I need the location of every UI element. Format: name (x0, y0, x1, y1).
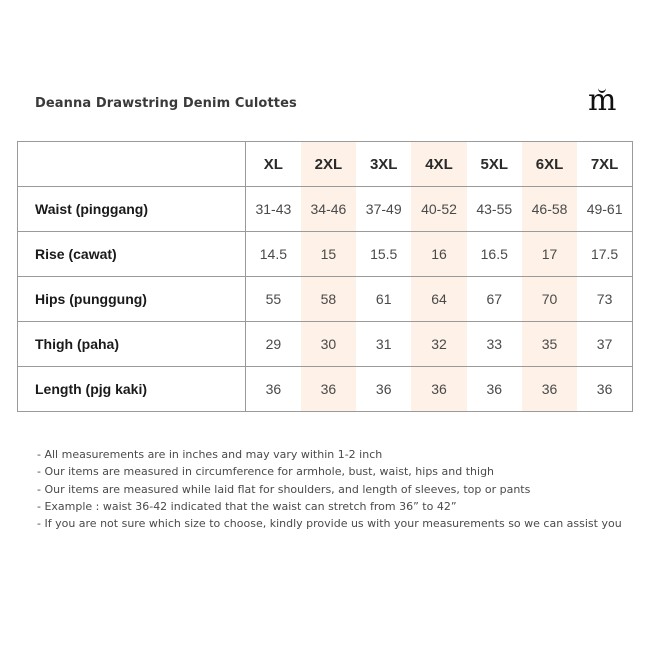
table-cell: 36 (522, 367, 577, 412)
table-cell: 15.5 (356, 232, 411, 277)
row-label: Rise (cawat) (18, 232, 246, 277)
measurement-notes (37, 446, 622, 532)
row-label: Hips (punggung) (18, 277, 246, 322)
brand-logo (588, 83, 617, 118)
table-cell: 35 (522, 322, 577, 367)
table-row (18, 322, 633, 367)
table-row (18, 367, 633, 412)
table-cell: 49-61 (577, 187, 632, 232)
row-label: Waist (pinggang) (18, 187, 246, 232)
size-header: 3XL (356, 142, 411, 187)
logo-letter: m (588, 83, 617, 118)
table-cell: 17 (522, 232, 577, 277)
table-cell: 67 (467, 277, 522, 322)
table-cell: 31 (356, 322, 411, 367)
table-cell: 36 (356, 367, 411, 412)
table-cell: 16 (411, 232, 466, 277)
table-cell: 43-55 (467, 187, 522, 232)
size-header: XL (246, 142, 301, 187)
row-label: Length (pjg kaki) (18, 367, 246, 412)
size-header: 7XL (577, 142, 632, 187)
table-cell: 36 (246, 367, 301, 412)
note-line: - If you are not sure which size to choose, kindly provide us with your measurements so we can assist you (37, 517, 622, 531)
table-cell: 30 (301, 322, 356, 367)
table-cell: 36 (411, 367, 466, 412)
table-cell: 73 (577, 277, 632, 322)
table-cell: 17.5 (577, 232, 632, 277)
page-title: Deanna Drawstring Denim Culottes (35, 96, 297, 111)
table-cell: 36 (467, 367, 522, 412)
table-cell: 34-46 (301, 187, 356, 232)
size-header: 2XL (301, 142, 356, 187)
table-cell: 64 (411, 277, 466, 322)
size-header: 5XL (467, 142, 522, 187)
table-cell: 16.5 (467, 232, 522, 277)
note-line: - Example : waist 36-42 indicated that the waist can stretch from 36” to 42” (37, 499, 457, 513)
table-cell: 70 (522, 277, 577, 322)
table-cell: 14.5 (246, 232, 301, 277)
table-cell: 36 (301, 367, 356, 412)
note-line: - Our items are measured in circumference for armhole, bust, waist, hips and thigh (37, 465, 495, 479)
size-header: 4XL (411, 142, 466, 187)
table-cell: 29 (246, 322, 301, 367)
table-cell: 46-58 (522, 187, 577, 232)
note-line: - All measurements are in inches and may vary within 1-2 inch (37, 448, 383, 461)
header-empty-cell (18, 142, 246, 187)
table-cell: 32 (411, 322, 466, 367)
table-row (18, 277, 633, 322)
table-cell: 58 (301, 277, 356, 322)
table-row (18, 232, 633, 277)
row-label: Thigh (paha) (18, 322, 246, 367)
table-cell: 61 (356, 277, 411, 322)
table-cell: 33 (467, 322, 522, 367)
table-row (18, 187, 633, 232)
table-cell: 15 (301, 232, 356, 277)
size-header: 6XL (522, 142, 577, 187)
size-chart-table (17, 141, 633, 412)
note-line: - Our items are measured while laid flat for shoulders, and length of sleeves, top or pants (37, 482, 531, 496)
table-cell: 40-52 (411, 187, 466, 232)
table-cell: 55 (246, 277, 301, 322)
table-cell: 37 (577, 322, 632, 367)
table-cell: 36 (577, 367, 632, 412)
table-cell: 37-49 (356, 187, 411, 232)
table-cell: 31-43 (246, 187, 301, 232)
table-header-row (18, 142, 633, 187)
